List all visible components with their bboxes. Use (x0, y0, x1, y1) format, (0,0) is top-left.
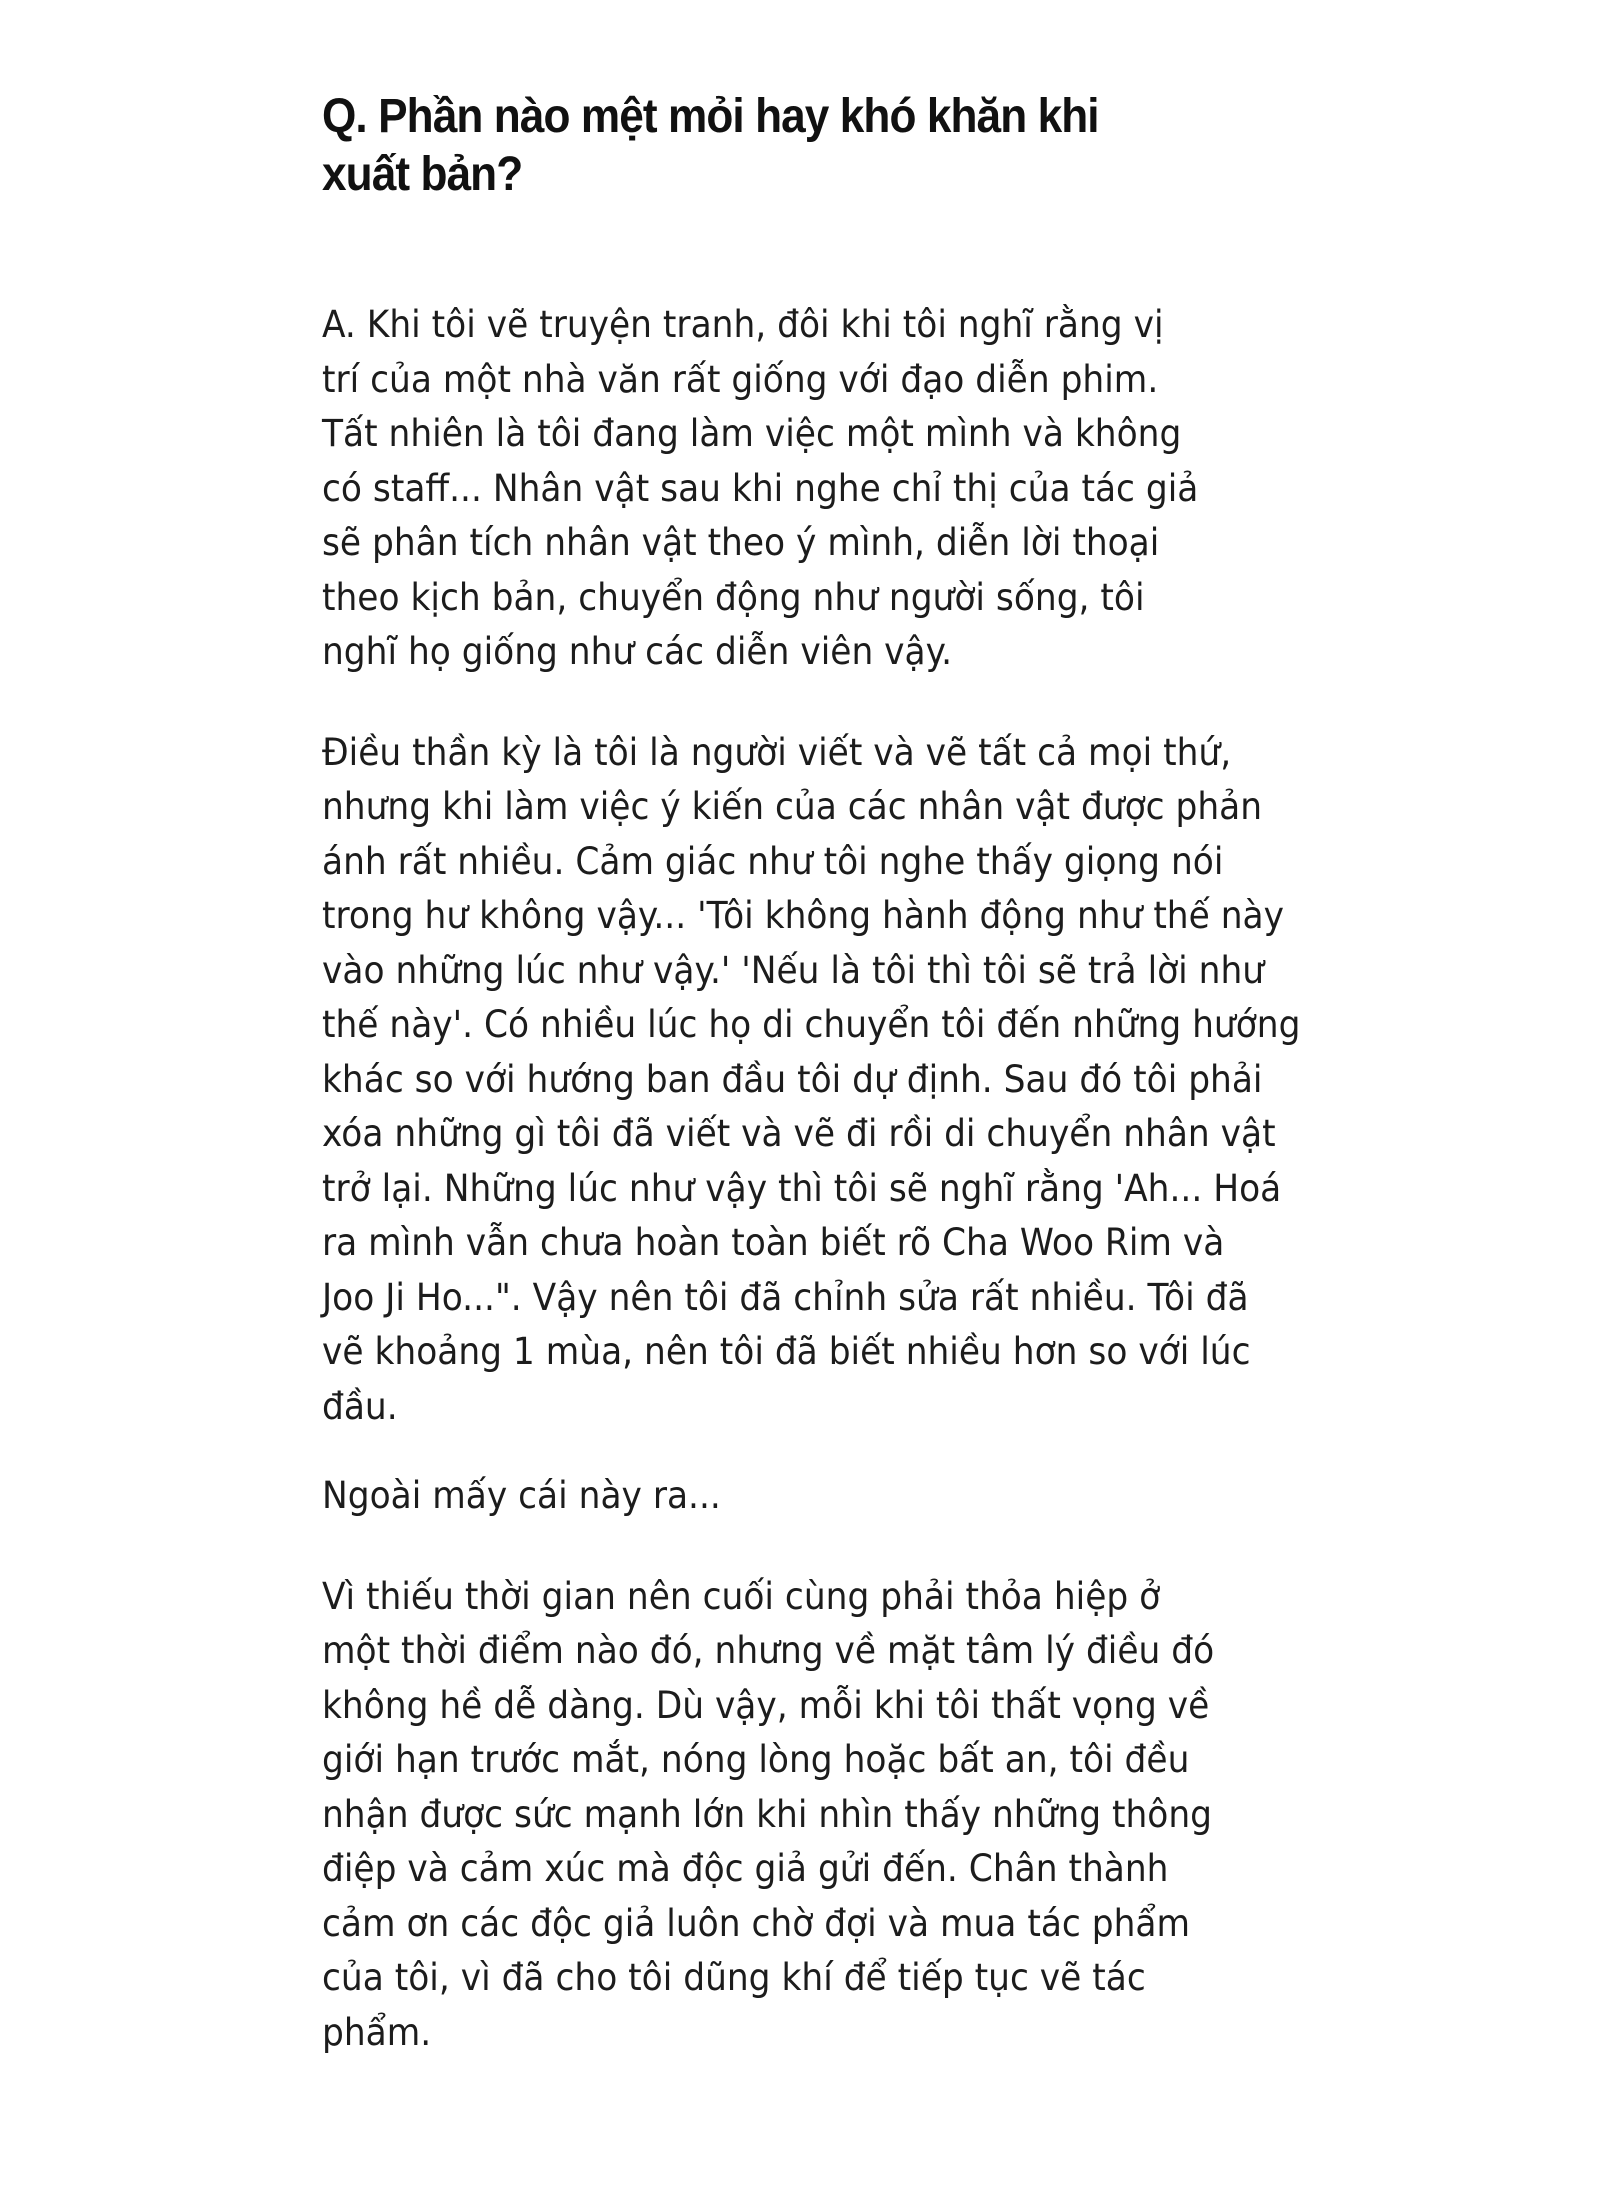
text-line: Tất nhiên là tôi đang làm việc một mình và không (322, 412, 1182, 455)
text-line: cảm ơn các độc giả luôn chờ đợi và mua tác phẩm (322, 1901, 1191, 1945)
paragraph-spacer (322, 680, 1452, 726)
paragraph-spacer (322, 1524, 1452, 1570)
text-line: theo kịch bản, chuyển động như người sống, tôi (322, 575, 1145, 619)
text-line: trong hư không vậy... 'Tôi không hành động như thế này (322, 894, 1284, 937)
body-paragraph (322, 726, 1373, 1435)
text-line: của tôi, vì đã cho tôi dũng khí để tiếp tục vẽ tác (322, 1956, 1146, 1999)
text-line: khác so với hướng ban đầu tôi dự định. Sau đó tôi phải (322, 1057, 1263, 1101)
text-line: Vì thiếu thời gian nên cuối cùng phải thỏa hiệp ở (322, 1574, 1161, 1618)
text-line: trở lại. Những lúc như vậy thì tôi sẽ nghĩ rằng 'Ah... Hoá (322, 1166, 1282, 1210)
answer-paragraph (322, 298, 1373, 680)
text-line: giới hạn trước mắt, nóng lòng hoặc bất an, tôi đều (322, 1738, 1190, 1781)
text-line: A. Khi tôi vẽ truyện tranh, đôi khi tôi nghĩ rằng vị (322, 303, 1164, 346)
question-line: Q. Phần nào mệt mỏi hay khó khăn khi (322, 90, 1099, 143)
text-line: đầu. (322, 1384, 398, 1428)
body-paragraph (322, 1570, 1373, 2061)
text-line: phẩm. (322, 2010, 432, 2054)
text-line: Ngoài mấy cái này ra... (322, 1474, 721, 1517)
text-line: ra mình vẫn chưa hoàn toàn biết rõ Cha Woo Rim và (322, 1221, 1225, 1264)
text-line: vào những lúc như vậy.' 'Nếu là tôi thì tôi sẽ trả lời như (322, 948, 1265, 992)
interview-page (322, 88, 1452, 2060)
text-line: một thời điểm nào đó, nhưng về mặt tâm lý điều đó (322, 1629, 1215, 1672)
text-line: Điều thần kỳ là tôi là người viết và vẽ tất cả mọi thứ, (322, 730, 1232, 774)
text-line: ánh rất nhiều. Cảm giác như tôi nghe thấy giọng nói (322, 839, 1224, 883)
question-heading (322, 88, 1362, 204)
text-line: điệp và cảm xúc mà độc giả gửi đến. Chân thành (322, 1847, 1169, 1890)
paragraph-spacer (322, 1434, 1452, 1469)
text-line: sẽ phân tích nhân vật theo ý mình, diễn lời thoại (322, 521, 1160, 564)
text-line: xóa những gì tôi đã viết và vẽ đi rồi di chuyển nhân vật (322, 1112, 1276, 1155)
text-line: thế này'. Có nhiều lúc họ di chuyển tôi đến những hướng (322, 1003, 1301, 1046)
text-line: trí của một nhà văn rất giống với đạo diễn phim. (322, 357, 1159, 401)
body-paragraph (322, 1469, 1373, 1524)
text-line: nhưng khi làm việc ý kiến của các nhân vật được phản (322, 785, 1263, 828)
text-line: Joo Ji Ho...". Vậy nên tôi đã chỉnh sửa rất nhiều. Tôi đã (322, 1275, 1249, 1319)
text-line: không hề dễ dàng. Dù vậy, mỗi khi tôi thất vọng về (322, 1683, 1210, 1727)
text-line: vẽ khoảng 1 mùa, nên tôi đã biết nhiều hơn so với lúc (322, 1330, 1251, 1373)
text-line: nghĩ họ giống như các diễn viên vậy. (322, 630, 953, 673)
question-line: xuất bản? (322, 148, 523, 201)
text-line: nhận được sức mạnh lớn khi nhìn thấy những thông (322, 1792, 1212, 1836)
text-line: có staff... Nhân vật sau khi nghe chỉ thị của tác giả (322, 466, 1199, 510)
